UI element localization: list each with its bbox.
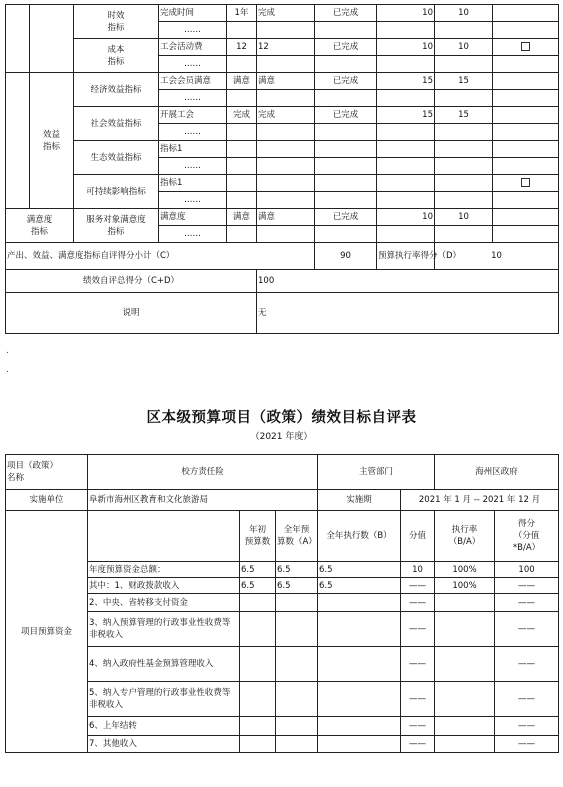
period-value: 2021 年 1 月 -- 2021 年 12 月	[401, 490, 559, 511]
rate-value	[435, 594, 495, 612]
empty-cell	[257, 226, 315, 243]
initial-value	[240, 736, 276, 753]
empty-cell	[315, 192, 377, 209]
page-title: 区本级预算项目（政策）绩效目标自评表	[146, 410, 417, 426]
weight-value	[377, 175, 435, 192]
empty-cell	[257, 56, 315, 73]
check-cell	[493, 73, 559, 90]
score-value: 15	[435, 73, 493, 90]
target-value	[227, 141, 257, 158]
score-value: ——	[495, 578, 559, 594]
empty-cell	[493, 56, 559, 73]
project-name-value: 校方责任险	[88, 455, 318, 490]
exec-value: 6.5	[318, 578, 401, 594]
weight-value: 10	[377, 209, 435, 226]
indicator-label: 时效 指标	[74, 5, 159, 39]
empty-cell	[257, 124, 315, 141]
status-value	[315, 141, 377, 158]
indicator-name: 指标1	[159, 141, 227, 158]
fund-row	[6, 594, 559, 612]
budget-exec-label: 预算执行率得分（D）	[377, 243, 435, 270]
points-value: ——	[401, 578, 435, 594]
table-row	[6, 5, 559, 22]
actual-value: 12	[257, 39, 315, 56]
indicator-name: 完成时间	[159, 5, 227, 22]
annual-value	[276, 612, 318, 647]
empty-cell	[435, 192, 493, 209]
empty-cell	[493, 22, 559, 39]
initial-value	[240, 682, 276, 717]
empty-cell	[435, 22, 493, 39]
empty-cell	[227, 90, 257, 107]
page-mark: .	[6, 346, 9, 356]
empty-cell	[257, 90, 315, 107]
annual-value: 6.5	[276, 562, 318, 578]
empty-cell	[493, 124, 559, 141]
empty-cell	[257, 192, 315, 209]
target-value: 12	[227, 39, 257, 56]
empty-cell	[227, 192, 257, 209]
indicator-name: 开展工会	[159, 107, 227, 124]
ellipsis-cell: ……	[159, 158, 227, 175]
empty-cell	[493, 90, 559, 107]
rate-value	[435, 647, 495, 682]
exec-value	[318, 594, 401, 612]
note-row	[6, 293, 559, 334]
empty-cell	[377, 90, 435, 107]
actual-value	[257, 175, 315, 192]
check-cell	[493, 175, 559, 192]
points-value: ——	[401, 647, 435, 682]
empty-cell	[315, 56, 377, 73]
header-annual-budget: 全年预 算数（A）	[276, 511, 318, 562]
header-points: 分值	[401, 511, 435, 562]
initial-value	[240, 647, 276, 682]
actual-value: 完成	[257, 5, 315, 22]
empty-cell	[257, 158, 315, 175]
fund-row	[6, 612, 559, 647]
empty-cell	[435, 90, 493, 107]
annual-value	[276, 647, 318, 682]
fund-row	[6, 736, 559, 753]
rate-value: 100%	[435, 578, 495, 594]
rate-value: 100%	[435, 562, 495, 578]
exec-value	[318, 717, 401, 736]
points-value: ——	[401, 612, 435, 647]
empty-cell	[315, 124, 377, 141]
ellipsis-cell: ……	[159, 226, 227, 243]
fund-row	[6, 682, 559, 717]
initial-value	[240, 717, 276, 736]
unit-value: 阜新市海州区教育和文化旅游局	[88, 490, 318, 511]
indicator-label: 成本 指标	[74, 39, 159, 73]
weight-value: 10	[377, 5, 435, 22]
annual-value	[276, 736, 318, 753]
empty-cell	[257, 22, 315, 39]
indicator-label: 社会效益指标	[74, 107, 159, 141]
indicator-table	[5, 4, 559, 334]
benefit-label: 效益 指标	[30, 73, 74, 209]
status-value: 已完成	[315, 5, 377, 22]
check-cell	[493, 5, 559, 22]
period-label: 实施期	[318, 490, 401, 511]
empty-cell	[315, 22, 377, 39]
score-value: 10	[435, 5, 493, 22]
satisfaction-label: 满意度 指标	[6, 209, 74, 243]
target-value: 完成	[227, 107, 257, 124]
fund-label: 5、纳入专户管理的行政事业性收费等非税收入	[88, 682, 240, 717]
empty-cell	[227, 158, 257, 175]
empty-cell	[435, 226, 493, 243]
target-value	[227, 175, 257, 192]
exec-value	[318, 612, 401, 647]
points-value: 10	[401, 562, 435, 578]
actual-value: 满意	[257, 209, 315, 226]
annual-value	[276, 717, 318, 736]
status-value: 已完成	[315, 107, 377, 124]
empty-cell	[435, 56, 493, 73]
initial-value: 6.5	[240, 562, 276, 578]
subtotal-label: 产出、效益、满意度指标自评得分小计（C）	[6, 243, 315, 270]
annual-value: 6.5	[276, 578, 318, 594]
indicator-label: 服务对象满意度 指标	[74, 209, 159, 243]
table-row	[6, 107, 559, 124]
fund-row	[6, 578, 559, 594]
actual-value: 完成	[257, 107, 315, 124]
target-value: 满意	[227, 209, 257, 226]
score-value: ——	[495, 736, 559, 753]
empty-cell	[377, 22, 435, 39]
page-subtitle: （2021 年度）	[250, 432, 313, 442]
weight-value	[377, 141, 435, 158]
project-name-label: 项目（政策） 名称	[6, 455, 88, 490]
status-value: 已完成	[315, 39, 377, 56]
group-cell	[30, 5, 74, 73]
weight-value: 15	[377, 73, 435, 90]
score-value: 100	[495, 562, 559, 578]
subtotal-value: 90	[315, 243, 377, 270]
status-value	[315, 175, 377, 192]
rate-value	[435, 736, 495, 753]
points-value: ——	[401, 594, 435, 612]
fund-label: 3、纳入预算管理的行政事业性收费等非税收入	[88, 612, 240, 647]
initial-value	[240, 612, 276, 647]
score-value: ——	[495, 647, 559, 682]
score-value: ——	[495, 682, 559, 717]
rate-value	[435, 612, 495, 647]
empty-cell	[227, 124, 257, 141]
header-row	[6, 511, 559, 562]
actual-value: 满意	[257, 73, 315, 90]
annual-value	[276, 682, 318, 717]
indicator-name: 工会会员满意	[159, 73, 227, 90]
points-value: ——	[401, 682, 435, 717]
empty-cell	[435, 124, 493, 141]
group-cell	[6, 73, 30, 209]
empty-cell	[315, 158, 377, 175]
empty-cell	[315, 90, 377, 107]
score-value: 10	[435, 209, 493, 226]
ellipsis-cell: ……	[159, 90, 227, 107]
score-value: ——	[495, 717, 559, 736]
indicator-label: 经济效益指标	[74, 73, 159, 107]
ellipsis-cell: ……	[159, 192, 227, 209]
rate-value	[435, 682, 495, 717]
fund-label: 6、上年结转	[88, 717, 240, 736]
fund-row	[6, 562, 559, 578]
score-value	[435, 141, 493, 158]
indicator-name: 工会活动费	[159, 39, 227, 56]
check-cell	[493, 141, 559, 158]
header-initial-budget: 年初 预算数	[240, 511, 276, 562]
indicator-label: 生态效益指标	[74, 141, 159, 175]
table-row	[6, 175, 559, 192]
empty-cell	[88, 511, 240, 562]
header-annual-exec: 全年执行数（B）	[318, 511, 401, 562]
indicator-label: 可持续影响指标	[74, 175, 159, 209]
target-value: 满意	[227, 73, 257, 90]
table-row	[6, 209, 559, 226]
page-mark: .	[6, 365, 9, 375]
exec-value	[318, 736, 401, 753]
header-exec-rate: 执行率 （B/A）	[435, 511, 495, 562]
fund-label: 4、纳入政府性基金预算管理收入	[88, 647, 240, 682]
score-value	[435, 175, 493, 192]
initial-value	[240, 594, 276, 612]
empty-cell	[377, 192, 435, 209]
empty-cell	[377, 56, 435, 73]
unit-label: 实施单位	[6, 490, 88, 511]
empty-cell	[227, 56, 257, 73]
table-row	[6, 490, 559, 511]
table-row	[6, 141, 559, 158]
header-score: 得分 （分值 *B/A）	[495, 511, 559, 562]
dept-value: 海州区政府	[435, 455, 559, 490]
funds-label: 项目预算资金	[6, 511, 88, 753]
empty-cell	[493, 158, 559, 175]
budget-table	[5, 454, 559, 753]
checkbox-icon	[521, 42, 530, 51]
dept-label: 主管部门	[318, 455, 435, 490]
score-value: 10	[435, 39, 493, 56]
empty-cell	[377, 124, 435, 141]
budget-exec-value: 10	[435, 243, 559, 270]
empty-cell	[435, 158, 493, 175]
empty-cell	[227, 22, 257, 39]
empty-cell	[377, 226, 435, 243]
check-cell	[493, 107, 559, 124]
fund-label: 其中：1、财政拨款收入	[88, 578, 240, 594]
rate-value	[435, 717, 495, 736]
total-label: 绩效自评总得分（C+D）	[6, 270, 257, 293]
points-value: ——	[401, 717, 435, 736]
target-value: 1年	[227, 5, 257, 22]
weight-value: 15	[377, 107, 435, 124]
note-label: 说明	[6, 293, 257, 334]
checkbox-icon	[521, 178, 530, 187]
annual-value	[276, 594, 318, 612]
ellipsis-cell: ……	[159, 56, 227, 73]
empty-cell	[493, 192, 559, 209]
table-row	[6, 73, 559, 90]
table-row	[6, 455, 559, 490]
fund-label: 2、中央、省转移支付资金	[88, 594, 240, 612]
empty-cell	[377, 158, 435, 175]
score-value: 15	[435, 107, 493, 124]
empty-cell	[315, 226, 377, 243]
total-row	[6, 270, 559, 293]
score-value: ——	[495, 612, 559, 647]
status-value: 已完成	[315, 209, 377, 226]
ellipsis-cell: ……	[159, 22, 227, 39]
empty-cell	[493, 226, 559, 243]
ellipsis-cell: ……	[159, 124, 227, 141]
fund-label: 年度预算资金总额：	[88, 562, 240, 578]
indicator-name: 指标1	[159, 175, 227, 192]
check-cell	[493, 209, 559, 226]
initial-value: 6.5	[240, 578, 276, 594]
check-cell	[493, 39, 559, 56]
score-value: ——	[495, 594, 559, 612]
empty-cell	[227, 226, 257, 243]
actual-value	[257, 141, 315, 158]
subtotal-row	[6, 243, 559, 270]
note-value: 无	[257, 293, 559, 334]
status-value: 已完成	[315, 73, 377, 90]
fund-row	[6, 647, 559, 682]
exec-value: 6.5	[318, 562, 401, 578]
weight-value: 10	[377, 39, 435, 56]
total-value: 100	[257, 270, 559, 293]
fund-label: 7、其他收入	[88, 736, 240, 753]
exec-value	[318, 647, 401, 682]
points-value: ——	[401, 736, 435, 753]
exec-value	[318, 682, 401, 717]
indicator-name: 满意度	[159, 209, 227, 226]
group-cell	[6, 5, 30, 73]
table-row	[6, 39, 559, 56]
fund-row	[6, 717, 559, 736]
